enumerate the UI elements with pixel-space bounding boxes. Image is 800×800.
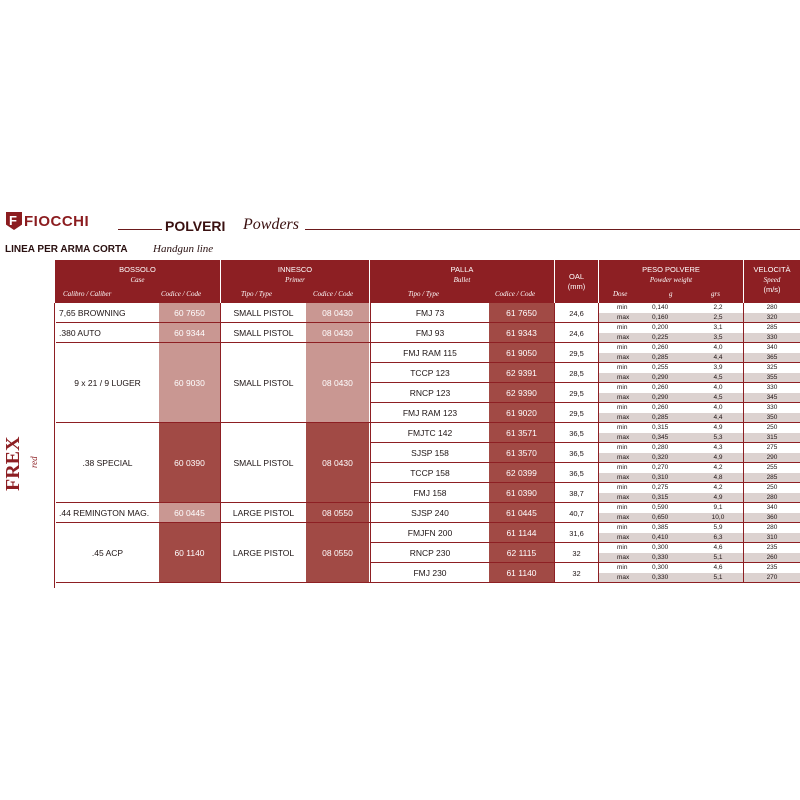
oal-value: 38,7: [569, 488, 584, 498]
divider: [305, 229, 800, 230]
powder-grs: 4,9: [713, 494, 723, 501]
primer-code: 08 0550: [306, 503, 369, 523]
dose-label: min: [617, 344, 628, 351]
powder-g: 0,270: [652, 464, 669, 471]
bullet-type: TCCP 123: [410, 368, 450, 378]
dose-label: min: [617, 544, 628, 551]
oal-value: 36,5: [569, 448, 584, 458]
powder-g: 0,260: [652, 384, 669, 391]
primer-code: 08 0430: [306, 343, 369, 423]
speed-value: 330: [766, 404, 778, 411]
bullet-code: 61 0390: [489, 483, 554, 503]
divider: [118, 229, 162, 230]
speed-value: 325: [766, 364, 778, 371]
powder-g: 0,385: [652, 524, 669, 531]
header-bossolo: BOSSOLO Case Calibro / Caliber Codice / Code: [55, 260, 220, 303]
bullet-code: 62 0399: [489, 463, 554, 483]
bullet-type: RNCP 123: [409, 388, 451, 398]
dose-label: max: [617, 394, 630, 401]
dose-label: min: [617, 504, 628, 511]
dose-label: max: [617, 514, 630, 521]
speed-value: 285: [766, 474, 778, 481]
dose-label: min: [617, 324, 628, 331]
oal-value: 32: [572, 568, 581, 578]
powder-grs: 4,9: [713, 454, 723, 461]
bullet-type: FMJ RAM 115: [403, 348, 457, 358]
powder-grs: 4,4: [713, 414, 723, 421]
column-divider: [220, 303, 221, 583]
speed-value: 290: [766, 454, 778, 461]
header-innesco: INNESCO Primer Tipo / Type Codice / Code: [221, 260, 369, 303]
fiocchi-logo: [6, 212, 89, 230]
powder-grs: 5,3: [713, 434, 723, 441]
oal-value: 24,6: [569, 308, 584, 318]
case-caliber: .44 REMINGTON MAG.: [59, 508, 150, 518]
dose-label: min: [617, 384, 628, 391]
oal-value: 29,5: [569, 388, 584, 398]
bullet-code: 61 9343: [489, 323, 554, 343]
powder-grs: 9,1: [713, 504, 723, 511]
powder-g: 0,275: [652, 484, 669, 491]
speed-value: 250: [766, 484, 778, 491]
load-table: [0, 260, 800, 588]
speed-value: 280: [766, 494, 778, 501]
powder-g: 0,285: [652, 354, 669, 361]
powder-grs: 5,9: [713, 524, 723, 531]
bullet-type: FMJ 158: [413, 488, 447, 498]
speed-value: 365: [766, 354, 778, 361]
oal-value: 24,6: [569, 328, 584, 338]
speed-value: 320: [766, 314, 778, 321]
powder-g: 0,315: [652, 424, 669, 431]
powder-grs: 5,1: [713, 554, 723, 561]
header-velocita: VELOCITÀ Speed (m/s): [744, 260, 800, 303]
speed-value: 345: [766, 394, 778, 401]
oal-value: 36,5: [569, 468, 584, 478]
powder-g: 0,590: [652, 504, 669, 511]
bullet-type: FMJ 230: [413, 568, 447, 578]
frex-panel: [0, 303, 55, 588]
header-palla: PALLA Bullet Tipo / Type Codice / Code: [370, 260, 554, 303]
dose-label: max: [617, 494, 630, 501]
powder-g: 0,330: [652, 554, 669, 561]
primer-code: 08 0430: [306, 323, 369, 343]
speed-value: 310: [766, 534, 778, 541]
speed-value: 315: [766, 434, 778, 441]
shield-icon: [6, 212, 22, 230]
bullet-type: FMJ 93: [415, 328, 445, 338]
speed-value: 235: [766, 564, 778, 571]
powder-grs: 3,5: [713, 334, 723, 341]
case-caliber: .380 AUTO: [59, 328, 101, 338]
dose-label: min: [617, 424, 628, 431]
row-divider: [371, 582, 800, 583]
oal-value: 29,5: [569, 408, 584, 418]
primer-type: SMALL PISTOL: [233, 458, 294, 468]
bullet-type: SJSP 158: [411, 448, 449, 458]
powder-grs: 4,8: [713, 474, 723, 481]
svg-text:FREX: FREX: [2, 436, 24, 491]
speed-value: 260: [766, 554, 778, 561]
primer-type: SMALL PISTOL: [233, 378, 294, 388]
powder-grs: 4,2: [713, 484, 723, 491]
bullet-code: 61 0445: [489, 503, 554, 523]
case-caliber: 7,65 BROWNING: [59, 308, 126, 318]
speed-value: 340: [766, 344, 778, 351]
primer-code: 08 0430: [306, 303, 369, 323]
powder-grs: 4,5: [713, 394, 723, 401]
powder-grs: 4,3: [713, 444, 723, 451]
bullet-code: 62 9390: [489, 383, 554, 403]
powder-grs: 10,0: [711, 514, 725, 521]
logo-text: FIOCCHI: [24, 212, 90, 230]
powder-g: 0,255: [652, 364, 669, 371]
powder-grs: 5,1: [713, 574, 723, 581]
bullet-code: 61 3571: [489, 423, 554, 443]
powder-g: 0,300: [652, 564, 669, 571]
powder-g: 0,410: [652, 534, 669, 541]
powder-grs: 4,5: [713, 374, 723, 381]
powder-g: 0,315: [652, 494, 669, 501]
speed-value: 330: [766, 384, 778, 391]
powder-g: 0,300: [652, 544, 669, 551]
bullet-type: SJSP 240: [411, 508, 449, 518]
case-caliber: .45 ACP: [91, 548, 124, 558]
case-code: 60 0390: [159, 423, 220, 503]
speed-value: 350: [766, 414, 778, 421]
powder-grs: 4,4: [713, 354, 723, 361]
header-oal: OAL (mm): [555, 260, 598, 303]
powder-g: 0,260: [652, 404, 669, 411]
speed-value: 360: [766, 514, 778, 521]
speed-value: 250: [766, 424, 778, 431]
bullet-code: 61 3570: [489, 443, 554, 463]
frex-red-logo: [2, 433, 40, 493]
oal-value: 32: [572, 548, 581, 558]
bullet-code: 61 7650: [489, 303, 554, 323]
speed-value: 270: [766, 574, 778, 581]
header-peso: PESO POLVERE Powder weight Dose g grs: [599, 260, 743, 303]
powder-g: 0,225: [652, 334, 669, 341]
dose-label: min: [617, 444, 628, 451]
powder-g: 0,285: [652, 414, 669, 421]
speed-value: 355: [766, 374, 778, 381]
dose-label: max: [617, 434, 630, 441]
powder-grs: 3,9: [713, 364, 723, 371]
powder-g: 0,320: [652, 454, 669, 461]
title-en: Powders: [243, 216, 299, 233]
speed-value: 285: [766, 324, 778, 331]
bullet-type: TCCP 158: [410, 468, 450, 478]
bullet-code: 61 9020: [489, 403, 554, 423]
oal-value: 29,5: [569, 348, 584, 358]
primer-type: SMALL PISTOL: [233, 328, 294, 338]
section-title-en: Handgun line: [153, 243, 214, 255]
powder-g: 0,330: [652, 574, 669, 581]
case-code: 60 7650: [159, 303, 220, 323]
column-divider: [554, 303, 555, 583]
powder-g: 0,280: [652, 444, 669, 451]
oal-value: 31,6: [569, 528, 584, 538]
svg-text:red: red: [29, 456, 39, 468]
dose-label: min: [617, 484, 628, 491]
dose-label: max: [617, 334, 630, 341]
speed-value: 280: [766, 524, 778, 531]
case-code: 60 9030: [159, 343, 220, 423]
column-divider: [598, 303, 599, 583]
dose-label: max: [617, 534, 630, 541]
dose-label: min: [617, 524, 628, 531]
primer-code: 08 0550: [306, 523, 369, 583]
bullet-code: 62 1115: [489, 543, 554, 563]
powder-g: 0,140: [652, 304, 669, 311]
powder-g: 0,345: [652, 434, 669, 441]
dose-label: max: [617, 314, 630, 321]
bullet-code: 61 1144: [489, 523, 554, 543]
case-caliber: .38 SPECIAL: [82, 458, 133, 468]
column-divider: [370, 303, 371, 583]
case-code: 60 9344: [159, 323, 220, 343]
dose-label: max: [617, 574, 630, 581]
dose-label: min: [617, 564, 628, 571]
bullet-type: FMJ RAM 123: [402, 408, 458, 418]
speed-value: 235: [766, 544, 778, 551]
case-code: 60 1140: [159, 523, 220, 583]
powder-grs: 4,0: [713, 384, 723, 391]
dose-label: min: [617, 404, 628, 411]
dose-label: min: [617, 304, 628, 311]
bullet-type: FMJFN 200: [407, 528, 453, 538]
primer-type: SMALL PISTOL: [233, 308, 294, 318]
primer-type: LARGE PISTOL: [232, 508, 295, 518]
column-divider: [743, 303, 744, 583]
case-caliber: 9 x 21 / 9 LUGER: [74, 378, 141, 388]
powder-grs: 4,0: [713, 344, 723, 351]
case-code: 60 0445: [159, 503, 220, 523]
oal-value: 28,5: [569, 368, 584, 378]
bullet-type: RNCP 230: [409, 548, 451, 558]
title-it: POLVERI: [165, 218, 226, 234]
powder-g: 0,260: [652, 344, 669, 351]
row-divider: [56, 582, 370, 583]
dose-label: max: [617, 354, 630, 361]
powder-g: 0,310: [652, 474, 669, 481]
primer-type: LARGE PISTOL: [232, 548, 295, 558]
dose-label: max: [617, 554, 630, 561]
powder-grs: 3,1: [713, 324, 723, 331]
powder-g: 0,200: [652, 324, 669, 331]
powder-grs: 4,2: [713, 464, 723, 471]
dose-label: max: [617, 374, 630, 381]
bullet-code: 61 1140: [489, 563, 554, 583]
powder-g: 0,290: [652, 394, 669, 401]
powder-grs: 4,9: [713, 424, 723, 431]
powder-grs: 4,6: [713, 544, 723, 551]
powder-g: 0,160: [652, 314, 669, 321]
powder-grs: 2,2: [713, 304, 723, 311]
powder-grs: 4,0: [713, 404, 723, 411]
dose-label: min: [617, 364, 628, 371]
bullet-type: FMJTC 142: [407, 428, 453, 438]
powder-g: 0,650: [652, 514, 669, 521]
dose-label: max: [617, 414, 630, 421]
speed-value: 255: [766, 464, 778, 471]
bullet-type: FMJ 73: [415, 308, 445, 318]
dose-label: min: [617, 464, 628, 471]
powder-g: 0,290: [652, 374, 669, 381]
oal-value: 36,5: [569, 428, 584, 438]
dose-label: max: [617, 474, 630, 481]
section-title-it: LINEA PER ARMA CORTA: [5, 244, 128, 255]
speed-value: 340: [766, 504, 778, 511]
bullet-code: 62 9391: [489, 363, 554, 383]
powder-grs: 2,5: [713, 314, 723, 321]
primer-code: 08 0430: [306, 423, 369, 503]
speed-value: 275: [766, 444, 778, 451]
powder-grs: 4,6: [713, 564, 723, 571]
page-header: [0, 207, 800, 237]
speed-value: 330: [766, 334, 778, 341]
dose-label: max: [617, 454, 630, 461]
powder-grs: 6,3: [713, 534, 723, 541]
bullet-code: 61 9050: [489, 343, 554, 363]
speed-value: 280: [766, 304, 778, 311]
oal-value: 40,7: [569, 508, 584, 518]
